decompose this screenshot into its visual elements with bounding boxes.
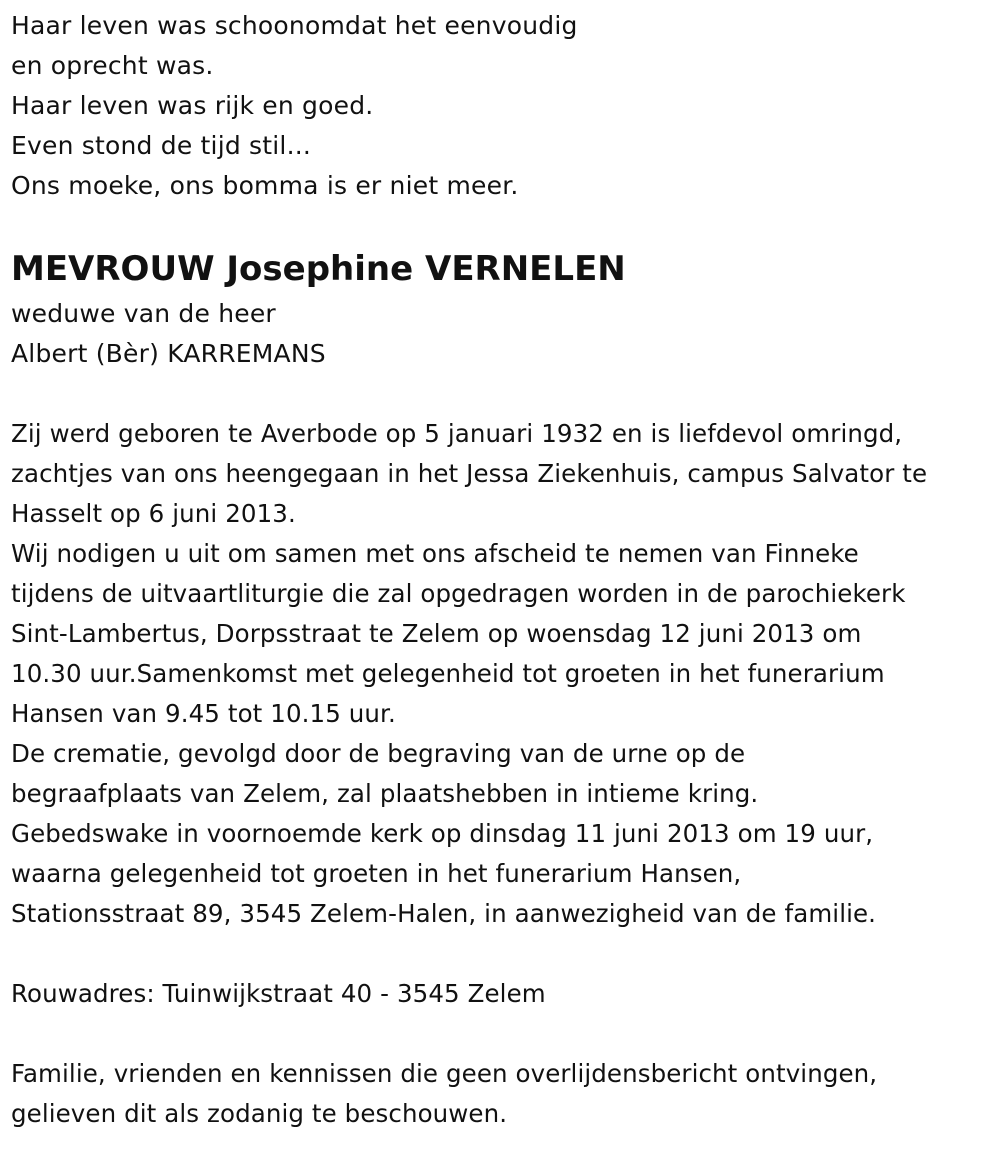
poem-line: Ons moeke, ons bomma is er niet meer. — [11, 171, 519, 200]
announcement-line: Stationsstraat 89, 3545 Zelem-Halen, in aanwezigheid van de familie. — [11, 899, 877, 928]
spouse-name: Albert (Bèr) KARREMANS — [11, 339, 326, 368]
relation-text: weduwe van de heer — [11, 299, 276, 328]
poem-line: Haar leven was rijk en goed. — [11, 91, 374, 120]
announcement — [11, 414, 996, 934]
announcement-line: Wij nodigen u uit om samen met ons afscheid te nemen van Finneke — [11, 539, 859, 568]
announcement-line: Zij werd geboren te Averbode op 5 januari 1932 en is liefdevol omringd, — [11, 419, 903, 448]
poem-line: Even stond de tijd stil... — [11, 131, 312, 160]
announcement-line: begraafplaats van Zelem, zal plaatshebben in intieme kring. — [11, 779, 759, 808]
closing-line: gelieven dit als zodanig te beschouwen. — [11, 1099, 508, 1128]
announcement-line: Hasselt op 6 juni 2013. — [11, 499, 296, 528]
closing-line: Familie, vrienden en kennissen die geen overlijdensbericht ontvingen, — [11, 1059, 878, 1088]
poem-line: Haar leven was schoonomdat het eenvoudig — [11, 11, 578, 40]
announcement-line: tijdens de uitvaartliturgie die zal opgedragen worden in de parochiekerk — [11, 579, 906, 608]
spacer — [11, 934, 996, 974]
poem — [11, 6, 996, 206]
spacer — [11, 1014, 996, 1054]
announcement-line: zachtjes van ons heengegaan in het Jessa Ziekenhuis, campus Salvator te — [11, 459, 928, 488]
obituary-document — [11, 0, 996, 1134]
spacer — [11, 374, 996, 414]
address-line: Rouwadres: Tuinwijkstraat 40 - 3545 Zelem — [11, 979, 546, 1008]
announcement-line: Sint-Lambertus, Dorpsstraat te Zelem op woensdag 12 juni 2013 om — [11, 619, 862, 648]
announcement-line: 10.30 uur.Samenkomst met gelegenheid tot groeten in het funerarium — [11, 659, 885, 688]
announcement-line: waarna gelegenheid tot groeten in het funerarium Hansen, — [11, 859, 742, 888]
poem-line: en oprecht was. — [11, 51, 214, 80]
closing-note — [11, 1054, 996, 1134]
announcement-line: Hansen van 9.45 tot 10.15 uur. — [11, 699, 396, 728]
deceased-block — [11, 244, 996, 374]
announcement-line: Gebedswake in voornoemde kerk op dinsdag 11 juni 2013 om 19 uur, — [11, 819, 874, 848]
announcement-line: De crematie, gevolgd door de begraving van de urne op de — [11, 739, 746, 768]
deceased-name: MEVROUW Josephine VERNELEN — [11, 249, 626, 289]
mourning-address — [11, 974, 996, 1014]
